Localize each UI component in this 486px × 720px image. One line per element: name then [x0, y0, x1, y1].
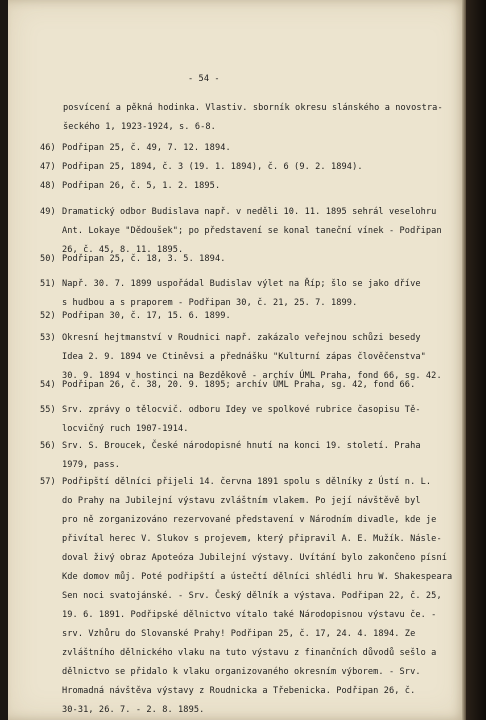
- book-binding: [466, 0, 486, 720]
- footnote-body: [62, 139, 460, 158]
- footnote-line: Podřipan 25, č. 18, 3. 5. 1894.: [62, 254, 226, 264]
- continuation-text: [63, 99, 443, 137]
- footnote-line: Např. 30. 7. 1899 uspořádal Budislav výlet na Říp; šlo se jako dříve: [62, 279, 421, 289]
- footnote-number: 50): [40, 254, 56, 264]
- footnote-line: Podřipští dělníci přijeli 14. června 1891 spolu s dělníky z Ústí n. L.: [62, 477, 432, 487]
- footnote-number: 48): [40, 181, 56, 191]
- footnote-number: 49): [40, 207, 56, 217]
- footnote-line: Idea 2. 9. 1894 ve Ctiněvsi a přednášku "Kulturní zápas člověčenstva": [62, 352, 426, 362]
- footnote-line: doval živý obraz Apoteóza Jubilejní výstavy. Uvítání bylo zakončeno písní: [62, 553, 447, 563]
- footnote-number: 57): [40, 477, 56, 487]
- footnote-line: Podřipan 26, č. 38, 20. 9. 1895; archív ÚML Praha, sg. 42, fond 66.: [62, 380, 416, 390]
- footnote-line: Srv. S. Broucek, České národopisné hnutí na konci 19. století. Praha: [62, 441, 421, 451]
- footnote-line: přivítal herec V. Slukov s projevem, který připravil A. E. Mužík. Násle-: [62, 534, 442, 544]
- footnote-line: Srv. zprávy o tělocvič. odboru Idey ve spolkové rubrice časopisu Tě-: [62, 405, 421, 415]
- footnote-body: [62, 401, 460, 439]
- page-number: - 54 -: [188, 74, 220, 84]
- continuation-line-2: šeckého 1, 1923-1924, s. 6-8.: [63, 122, 216, 132]
- footnote-line: srv. Vzhůru do Slovanské Prahy! Podřipan 25, č. 17, 24. 4. 1894. Ze: [62, 629, 416, 639]
- footnote-line: Sen noci svatojánské. - Srv. Český dělník a výstava. Podřipan 22, č. 25,: [62, 591, 442, 601]
- footnote-line: zvláštního dělnického vlaku na tuto výstavu z finančních důvodů sešlo a: [62, 648, 437, 658]
- footnote-number: 54): [40, 380, 56, 390]
- footnote-line: Podřipan 26, č. 5, 1. 2. 1895.: [62, 181, 221, 191]
- footnote-line: Hromadná návštěva výstavy z Roudnicka a Třebenicka. Podřipan 26, č.: [62, 686, 416, 696]
- footnote-number: 55): [40, 405, 56, 415]
- footnote-line: 30-31, 26. 7. - 2. 8. 1895.: [62, 705, 205, 715]
- footnote-line: Okresní hejtmanství v Roudnici např. zakázalo veřejnou schůzi besedy: [62, 333, 421, 343]
- footnote-body: [62, 473, 460, 720]
- footnote-body: [62, 177, 460, 196]
- footnote-body: [62, 307, 460, 326]
- footnote-line: Kde domov můj. Poté podřipští a ústečtí dělníci shlédli hru W. Shakespeara: [62, 572, 453, 582]
- footnote-line: Podřipan 25, č. 49, 7. 12. 1894.: [62, 143, 231, 153]
- footnote-line: 1979, pass.: [62, 460, 121, 470]
- footnote-line: s hudbou a s praporem - Podřipan 30, č. 21, 25. 7. 1899.: [62, 298, 358, 308]
- footnote-body: [62, 376, 460, 395]
- footnote-line: Ant. Lokaye "Dědoušek"; po představení se konal taneční vínek - Podřipan: [62, 226, 442, 236]
- footnote-line: 26, č. 45, 8. 11. 1895.: [62, 245, 184, 255]
- footnote-body: [62, 158, 460, 177]
- continuation-line-1: posvícení a pěkná hodinka. Vlastiv. sborník okresu slánského a novostra-: [63, 103, 443, 113]
- footnote-line: locvičný ruch 1907-1914.: [62, 424, 189, 434]
- footnote-number: 56): [40, 441, 56, 451]
- document-page: [8, 0, 466, 720]
- footnote-number: 47): [40, 162, 56, 172]
- footnote-number: 51): [40, 279, 56, 289]
- footnote-line: Dramatický odbor Budislava např. v neděli 10. 11. 1895 sehrál veselohru: [62, 207, 437, 217]
- footnote-line: do Prahy na Jubilejní výstavu zvláštním vlakem. Po její návštěvě byl: [62, 496, 421, 506]
- footnote-number: 46): [40, 143, 56, 153]
- footnote-line: pro ně zorganizováno rezervované představení v Národním divadle, kde je: [62, 515, 437, 525]
- footnote-line: 19. 6. 1891. Podřipské dělnictvo vítalo také Národopisnou výstavu če. -: [62, 610, 437, 620]
- footnote-body: [62, 250, 460, 269]
- footnote-number: 52): [40, 311, 56, 321]
- footnote-line: 30. 9. 1894 v hostinci na Bezděkově - archív ÚML Praha, fond 66, sg. 42.: [62, 371, 442, 381]
- footnote-line: dělnictvo se přidalo k vlaku organizovaného okresním výborem. - Srv.: [62, 667, 421, 677]
- footnote-line: Podřipan 25, 1894, č. 3 (19. 1. 1894), č. 6 (9. 2. 1894).: [62, 162, 363, 172]
- footnote-line: Podřipan 30, č. 17, 15. 6. 1899.: [62, 311, 231, 321]
- footnote-number: 53): [40, 333, 56, 343]
- footnote-body: [62, 437, 460, 475]
